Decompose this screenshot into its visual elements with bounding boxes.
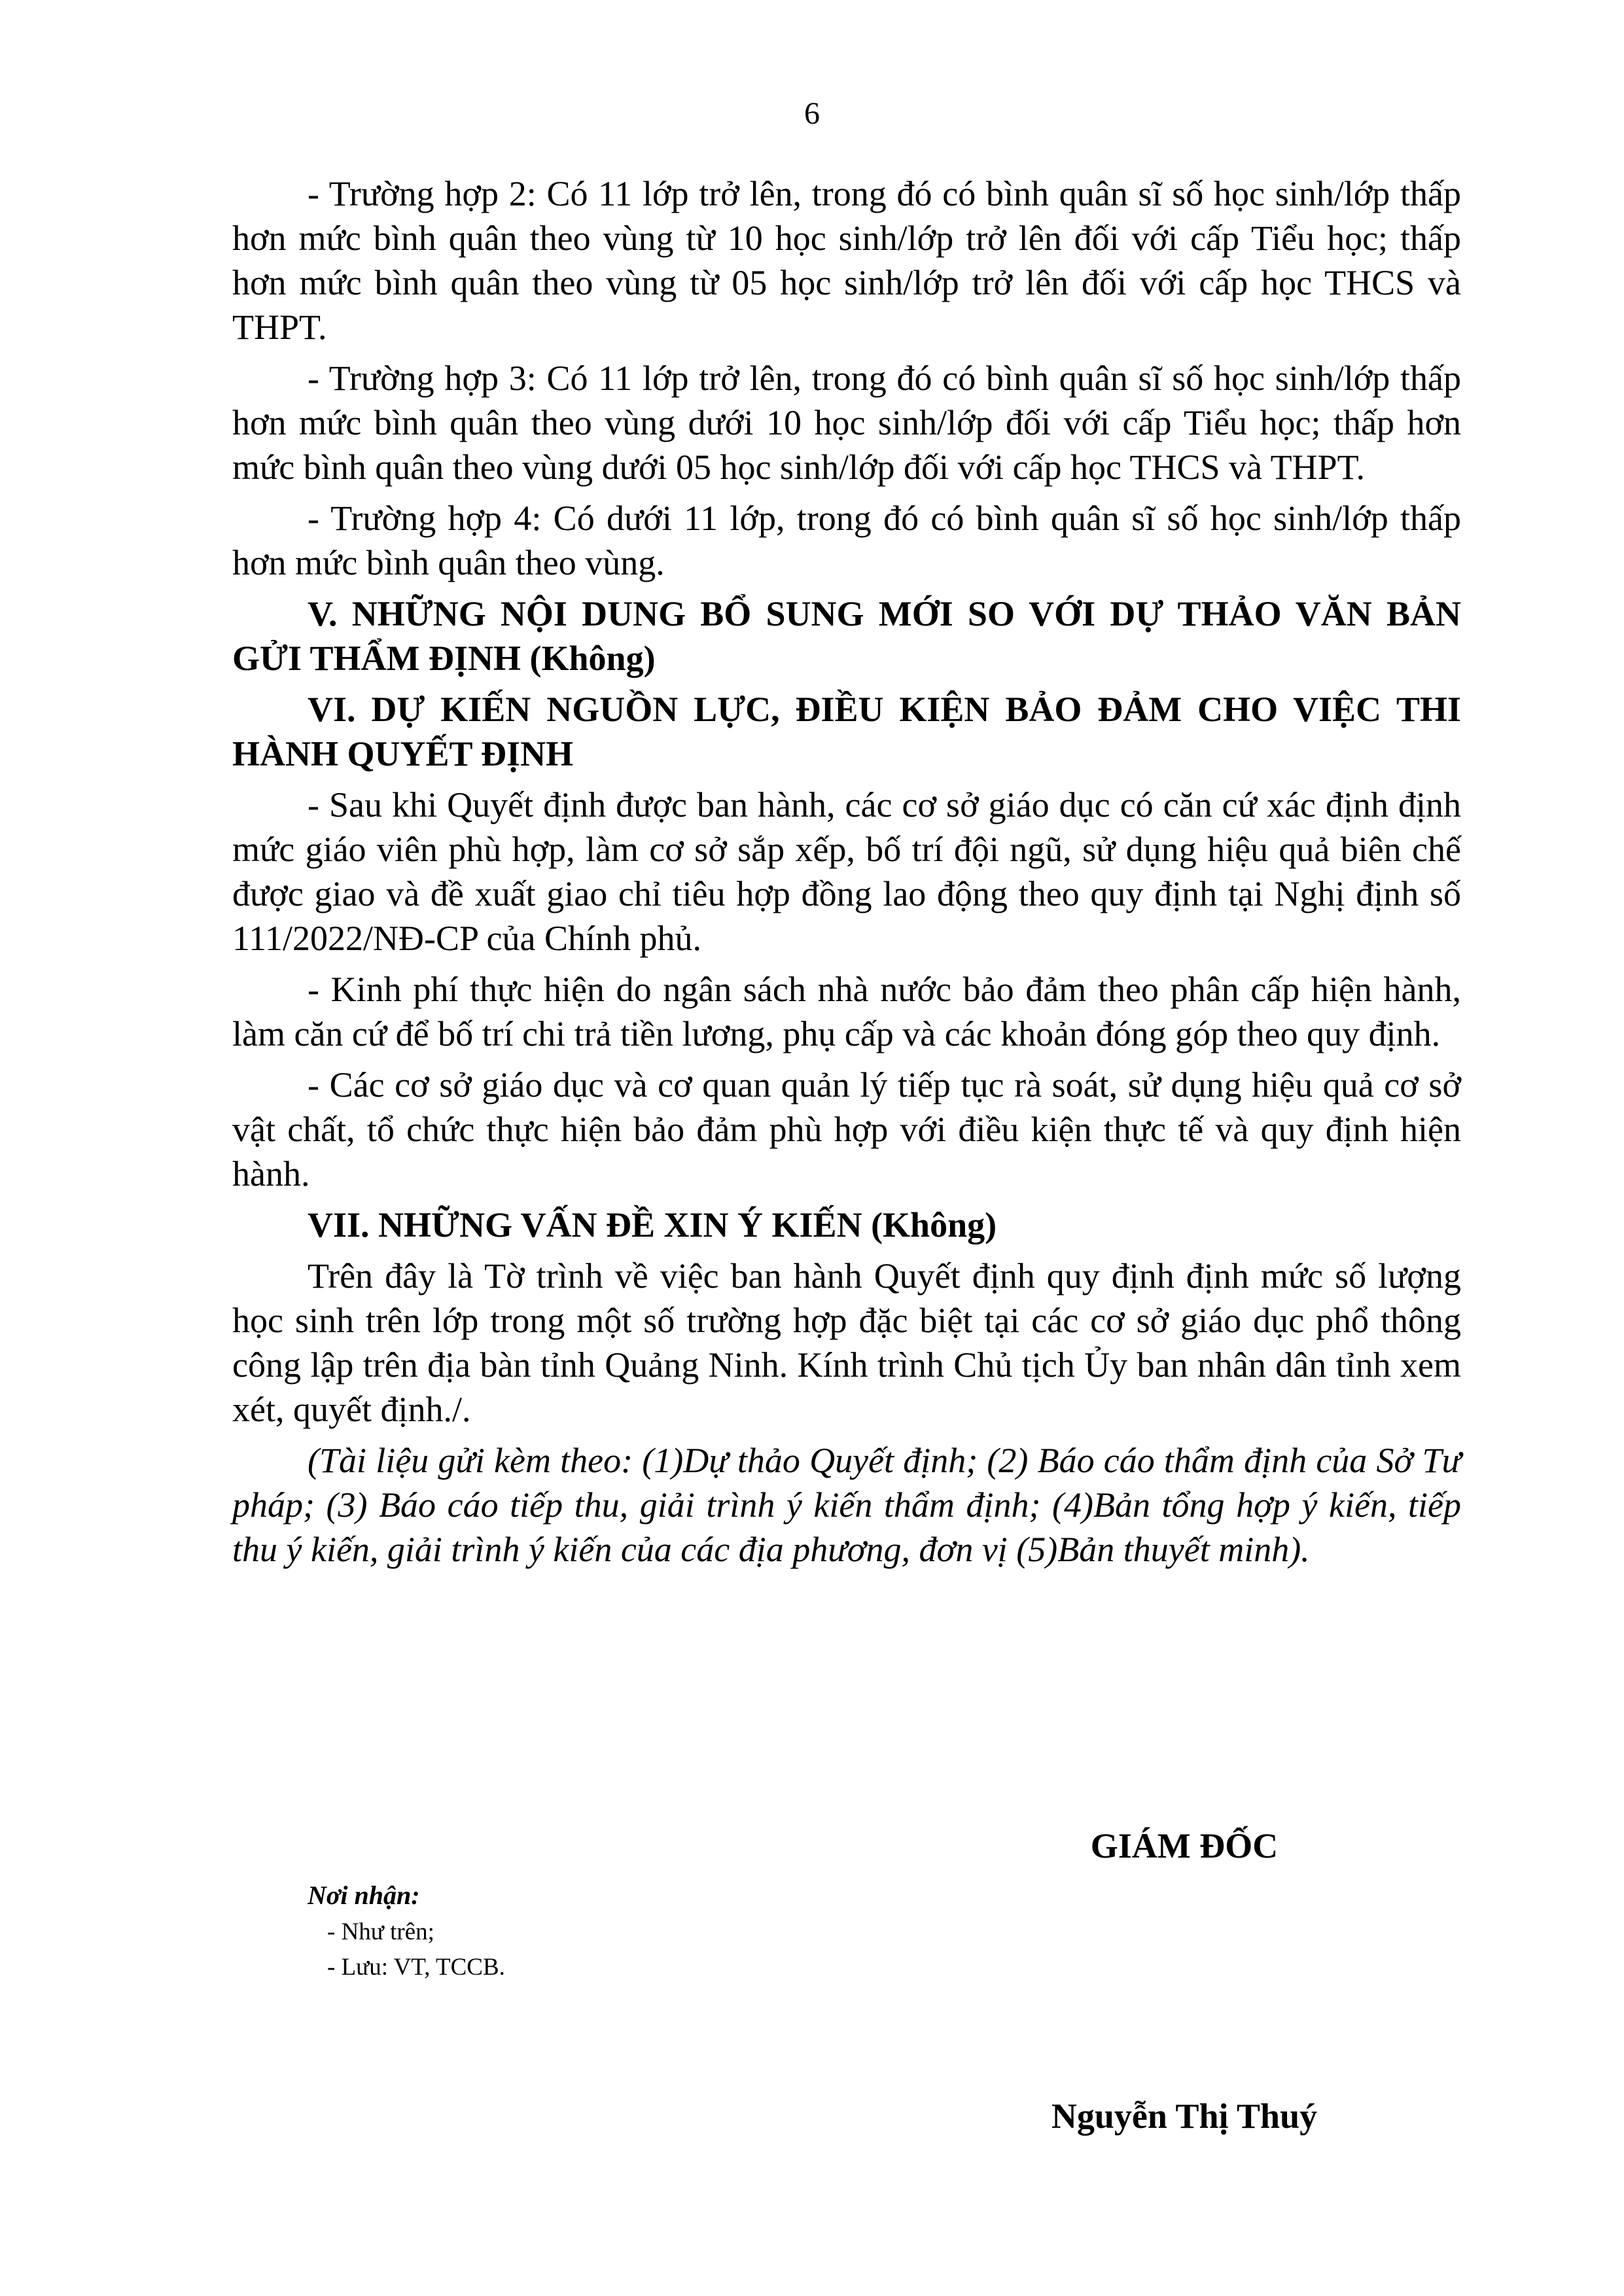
section-vi-paragraph-3: - Các cơ sở giáo dục và cơ quan quản lý tiếp tục rà soát, sử dụng hiệu quả cơ sở vật chất, tổ chức thực hiện bảo đảm phù hợp với điều kiện thực tế và quy định hiện hành. — [232, 1065, 1461, 1193]
recipient-item: - Như trên; — [327, 1918, 434, 1945]
signer-name: Nguyễn Thị Thuý — [1051, 2096, 1318, 2136]
closing-paragraph: Trên đây là Tờ trình về việc ban hành Quyết định quy định định mức số lượng học sinh trên lớp trong một số trường hợp đặc biệt tại các cơ sở giáo dục phổ thông công lập trên địa bàn tỉnh Quảng Ninh. Kính trình Chủ tịch Ủy ban nhân dân tỉnh xem xét, quyết định./. — [232, 1256, 1461, 1429]
paragraph-case-2: - Trường hợp 2: Có 11 lớp trở lên, trong đó có bình quân sĩ số học sinh/lớp thấp hơn mức bình quân theo vùng từ 10 học sinh/lớp trở lên đối với cấp Tiểu học; thấp hơn mức bình quân theo vùng từ 05 học sinh/lớp trở lên đối với cấp học THCS và THPT. — [232, 174, 1461, 347]
section-vi-paragraph-2: - Kinh phí thực hiện do ngân sách nhà nước bảo đảm theo phân cấp hiện hành, làm căn cứ để bố trí chi trả tiền lương, phụ cấp và các khoản đóng góp theo quy định. — [232, 970, 1461, 1053]
recipients-block — [308, 1877, 505, 1985]
section-vi-heading: VI. DỰ KIẾN NGUỒN LỰC, ĐIỀU KIỆN BẢO ĐẢM CHO VIỆC THI HÀNH QUYẾT ĐỊNH — [232, 690, 1461, 773]
section-vi-paragraph-1: - Sau khi Quyết định được ban hành, các cơ sở giáo dục có căn cứ xác định định mức giáo viên phù hợp, làm cơ sở sắp xếp, bố trí đội ngũ, sử dụng hiệu quả biên chế được giao và đề xuất giao chỉ tiêu hợp đồng lao động theo quy định tại Nghị định số 111/2022/NĐ-CP của Chính phủ. — [232, 785, 1461, 958]
paragraph-case-3: - Trường hợp 3: Có 11 lớp trở lên, trong đó có bình quân sĩ số học sinh/lớp thấp hơn mức bình quân theo vùng dưới 10 học sinh/lớp đối với cấp Tiểu học; thấp hơn mức bình quân theo vùng dưới 05 học sinh/lớp đối với cấp học THCS và THPT. — [232, 359, 1461, 487]
section-v-heading: V. NHỮNG NỘI DUNG BỔ SUNG MỚI SO VỚI DỰ THẢO VĂN BẢN GỬI THẨM ĐỊNH (Không) — [232, 594, 1461, 678]
signer-title: GIÁM ĐỐC — [1090, 1826, 1279, 1865]
recipient-item: - Lưu: VT, TCCB. — [327, 1954, 505, 1981]
attachments-note: (Tài liệu gửi kèm theo: (1)Dự thảo Quyết định; (2) Báo cáo thẩm định của Sở Tư pháp; (3) Báo cáo tiếp thu, giải trình ý kiến thẩm định; (4)Bản tổng hợp ý kiến, tiếp thu ý kiến, giải trình ý kiến của các địa phương, đơn vị (5)Bản thuyết minh). — [232, 1441, 1461, 1569]
page-number: 6 — [804, 96, 820, 131]
recipients-title: Nơi nhận: — [308, 1881, 420, 1910]
section-vii-heading: VII. NHỮNG VẤN ĐỀ XIN Ý KIẾN (Không) — [308, 1205, 997, 1245]
paragraph-case-4: - Trường hợp 4: Có dưới 11 lớp, trong đó có bình quân sĩ số học sinh/lớp thấp hơn mức bình quân theo vùng. — [232, 499, 1461, 582]
document-body — [232, 171, 1461, 1578]
